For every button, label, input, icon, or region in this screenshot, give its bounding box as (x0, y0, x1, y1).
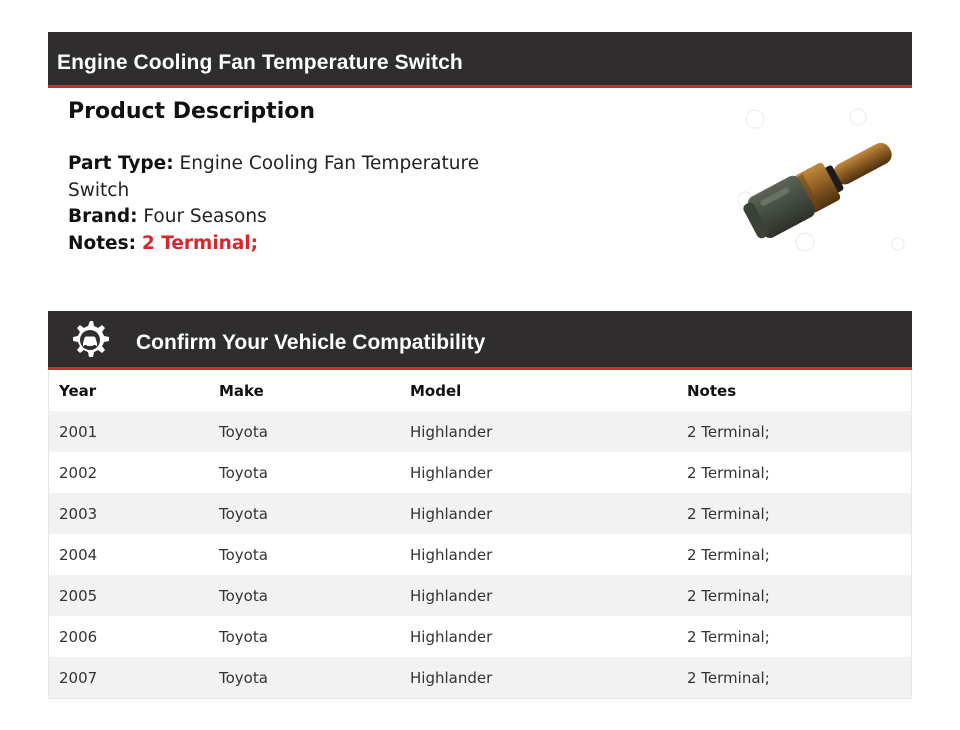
table-row (49, 616, 911, 657)
table-row (49, 411, 911, 452)
cell-make: Toyota (219, 463, 268, 482)
cell-make: Toyota (219, 586, 268, 605)
cell-notes: 2 Terminal; (687, 586, 770, 605)
cell-year: 2006 (59, 627, 98, 646)
product-description (68, 96, 488, 257)
product-title-bar (48, 32, 912, 88)
notes-label: Notes: (68, 232, 136, 254)
cell-notes: 2 Terminal; (687, 463, 770, 482)
brand-label: Brand: (68, 206, 138, 227)
cell-model: Highlander (410, 586, 493, 605)
table-header-row (49, 370, 911, 411)
cell-year: 2005 (59, 586, 98, 605)
table-row (49, 534, 911, 575)
cell-notes: 2 Terminal; (687, 545, 770, 564)
brand-value: Four Seasons (143, 206, 267, 227)
cell-model: Highlander (410, 504, 493, 523)
cell-make: Toyota (219, 422, 268, 441)
cell-year: 2007 (59, 668, 98, 687)
column-header-make: Make (219, 381, 264, 400)
column-header-year: Year (59, 381, 97, 400)
table-row (49, 452, 911, 493)
cell-year: 2004 (59, 545, 98, 564)
cell-notes: 2 Terminal; (687, 422, 770, 441)
cell-make: Toyota (219, 504, 268, 523)
cell-year: 2003 (59, 504, 98, 523)
table-row (49, 657, 911, 698)
cell-model: Highlander (410, 422, 493, 441)
description-heading: Product Description (68, 99, 316, 124)
temperature-switch-image (720, 104, 910, 264)
cell-model: Highlander (410, 627, 493, 646)
cell-model: Highlander (410, 545, 493, 564)
part-type-value: Engine Cooling Fan Temperature Switch (68, 153, 480, 201)
notes-row (68, 231, 488, 258)
table-row (49, 575, 911, 616)
cell-notes: 2 Terminal; (687, 627, 770, 646)
cell-notes: 2 Terminal; (687, 668, 770, 687)
notes-value: 2 Terminal; (141, 232, 259, 254)
cell-make: Toyota (219, 627, 268, 646)
brand-row (68, 204, 488, 231)
product-title: Engine Cooling Fan Temperature Switch (57, 51, 463, 74)
cell-year: 2001 (59, 422, 98, 441)
cell-year: 2002 (59, 463, 98, 482)
part-type-label: Part Type: (68, 153, 174, 174)
cell-model: Highlander (410, 668, 493, 687)
cell-notes: 2 Terminal; (687, 504, 770, 523)
compatibility-table-wrap (48, 370, 912, 699)
compatibility-table (49, 370, 911, 698)
description-rows (68, 151, 488, 257)
column-header-notes: Notes (687, 381, 737, 400)
cell-make: Toyota (219, 545, 268, 564)
table-row (49, 493, 911, 534)
cell-model: Highlander (410, 463, 493, 482)
compatibility-bar (48, 311, 912, 370)
part-type-row (68, 151, 488, 204)
compatibility-title: Confirm Your Vehicle Compatibility (136, 331, 486, 354)
gear-car-icon (69, 319, 111, 361)
cell-make: Toyota (219, 668, 268, 687)
column-header-model: Model (410, 381, 462, 400)
